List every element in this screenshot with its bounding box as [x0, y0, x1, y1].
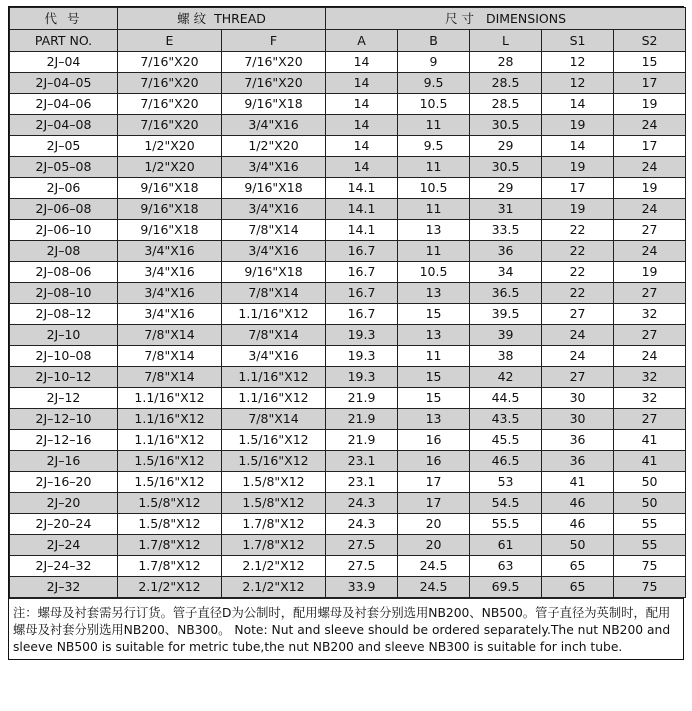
spec-sheet — [8, 6, 684, 660]
dim-s2-cell: 32 — [614, 367, 686, 388]
dim-l-cell: 36 — [470, 241, 542, 262]
dim-a-cell: 27.5 — [326, 535, 398, 556]
table-row — [10, 262, 686, 283]
dim-l-cell: 55.5 — [470, 514, 542, 535]
dim-s1-cell: 12 — [542, 73, 614, 94]
dim-b-cell: 24.5 — [398, 556, 470, 577]
dim-a-cell: 23.1 — [326, 472, 398, 493]
thread-e-cell: 3/4"X16 — [118, 262, 222, 283]
dim-a-cell: 14 — [326, 52, 398, 73]
dim-s1-cell: 36 — [542, 451, 614, 472]
dim-a-cell: 14.1 — [326, 199, 398, 220]
thread-f-cell: 1/2"X20 — [222, 136, 326, 157]
dim-b-cell: 13 — [398, 325, 470, 346]
table-header — [10, 8, 686, 52]
dim-b-cell: 17 — [398, 493, 470, 514]
dim-s2-cell: 75 — [614, 577, 686, 598]
thread-e-cell: 1.1/16"X12 — [118, 388, 222, 409]
dim-b-cell: 24.5 — [398, 577, 470, 598]
thread-f-cell: 1.5/16"X12 — [222, 430, 326, 451]
column-header-f: F — [222, 30, 326, 52]
thread-f-cell: 2.1/2"X12 — [222, 577, 326, 598]
dim-a-cell: 23.1 — [326, 451, 398, 472]
dim-s2-cell: 24 — [614, 115, 686, 136]
thread-header — [118, 8, 326, 30]
dimensions-cn-label: 尺 寸 — [445, 11, 475, 26]
table-row — [10, 388, 686, 409]
dim-a-cell: 21.9 — [326, 409, 398, 430]
dim-a-cell: 14 — [326, 73, 398, 94]
part-no-cell: 2J–08–12 — [10, 304, 118, 325]
dim-b-cell: 20 — [398, 514, 470, 535]
dim-l-cell: 28.5 — [470, 94, 542, 115]
table-row — [10, 535, 686, 556]
dim-s2-cell: 24 — [614, 346, 686, 367]
dim-l-cell: 33.5 — [470, 220, 542, 241]
dim-s1-cell: 14 — [542, 136, 614, 157]
part-no-cell: 2J–08–06 — [10, 262, 118, 283]
table-row — [10, 304, 686, 325]
dim-s2-cell: 17 — [614, 73, 686, 94]
dim-s2-cell: 24 — [614, 241, 686, 262]
dim-s1-cell: 30 — [542, 388, 614, 409]
thread-f-cell: 1.1/16"X12 — [222, 304, 326, 325]
part-no-cell: 2J–10 — [10, 325, 118, 346]
dim-s1-cell: 65 — [542, 556, 614, 577]
dim-l-cell: 28 — [470, 52, 542, 73]
dim-s2-cell: 32 — [614, 304, 686, 325]
thread-e-cell: 7/16"X20 — [118, 94, 222, 115]
dim-s1-cell: 24 — [542, 346, 614, 367]
dim-l-cell: 29 — [470, 136, 542, 157]
thread-f-cell: 1.5/16"X12 — [222, 451, 326, 472]
thread-f-cell: 7/16"X20 — [222, 52, 326, 73]
dim-s2-cell: 41 — [614, 451, 686, 472]
thread-en-label: THREAD — [214, 11, 266, 26]
dim-a-cell: 14.1 — [326, 178, 398, 199]
thread-f-cell: 3/4"X16 — [222, 199, 326, 220]
dim-s1-cell: 14 — [542, 94, 614, 115]
dim-a-cell: 27.5 — [326, 556, 398, 577]
table-row — [10, 325, 686, 346]
column-header-b: B — [398, 30, 470, 52]
part-no-cell: 2J–04–08 — [10, 115, 118, 136]
dim-a-cell: 14.1 — [326, 220, 398, 241]
part-no-cn-header: 代 号 — [10, 8, 118, 30]
dim-a-cell: 16.7 — [326, 304, 398, 325]
dim-s1-cell: 22 — [542, 283, 614, 304]
dim-l-cell: 38 — [470, 346, 542, 367]
dim-l-cell: 31 — [470, 199, 542, 220]
dim-s1-cell: 19 — [542, 157, 614, 178]
dim-b-cell: 9.5 — [398, 136, 470, 157]
note-block — [9, 598, 683, 659]
dim-l-cell: 36.5 — [470, 283, 542, 304]
dim-b-cell: 11 — [398, 199, 470, 220]
dim-s1-cell: 65 — [542, 577, 614, 598]
dim-s2-cell: 32 — [614, 388, 686, 409]
thread-e-cell: 1/2"X20 — [118, 157, 222, 178]
dim-s1-cell: 27 — [542, 367, 614, 388]
table-row — [10, 514, 686, 535]
thread-f-cell: 1.5/8"X12 — [222, 472, 326, 493]
part-no-cell: 2J–16 — [10, 451, 118, 472]
dim-a-cell: 24.3 — [326, 493, 398, 514]
part-no-cell: 2J–12–10 — [10, 409, 118, 430]
dimensions-header — [326, 8, 686, 30]
dim-s1-cell: 24 — [542, 325, 614, 346]
dim-a-cell: 21.9 — [326, 430, 398, 451]
dim-a-cell: 14 — [326, 115, 398, 136]
part-no-cell: 2J–08–10 — [10, 283, 118, 304]
dim-s2-cell: 75 — [614, 556, 686, 577]
thread-f-cell: 3/4"X16 — [222, 157, 326, 178]
dim-b-cell: 11 — [398, 241, 470, 262]
dim-s2-cell: 55 — [614, 535, 686, 556]
dim-l-cell: 44.5 — [470, 388, 542, 409]
thread-f-cell: 1.1/16"X12 — [222, 388, 326, 409]
dim-a-cell: 16.7 — [326, 283, 398, 304]
dim-a-cell: 16.7 — [326, 241, 398, 262]
part-no-cell: 2J–20 — [10, 493, 118, 514]
dim-a-cell: 14 — [326, 94, 398, 115]
thread-f-cell: 9/16"X18 — [222, 178, 326, 199]
dim-l-cell: 30.5 — [470, 115, 542, 136]
dim-b-cell: 15 — [398, 367, 470, 388]
thread-e-cell: 9/16"X18 — [118, 199, 222, 220]
dim-s1-cell: 41 — [542, 472, 614, 493]
part-no-cell: 2J–24–32 — [10, 556, 118, 577]
dim-b-cell: 16 — [398, 430, 470, 451]
dim-b-cell: 20 — [398, 535, 470, 556]
column-header-s1: S1 — [542, 30, 614, 52]
part-no-cell: 2J–05–08 — [10, 157, 118, 178]
table-body — [10, 52, 686, 598]
thread-e-cell: 7/16"X20 — [118, 115, 222, 136]
dim-b-cell: 16 — [398, 451, 470, 472]
dim-b-cell: 11 — [398, 346, 470, 367]
part-no-cell: 2J–16–20 — [10, 472, 118, 493]
dim-s2-cell: 19 — [614, 94, 686, 115]
dim-s1-cell: 30 — [542, 409, 614, 430]
thread-e-cell: 9/16"X18 — [118, 220, 222, 241]
thread-e-cell: 1.1/16"X12 — [118, 430, 222, 451]
thread-e-cell: 1.5/8"X12 — [118, 514, 222, 535]
dim-l-cell: 39 — [470, 325, 542, 346]
table-row — [10, 577, 686, 598]
thread-e-cell: 1/2"X20 — [118, 136, 222, 157]
thread-f-cell: 2.1/2"X12 — [222, 556, 326, 577]
part-no-cell: 2J–04–06 — [10, 94, 118, 115]
dim-s2-cell: 27 — [614, 325, 686, 346]
dim-s1-cell: 27 — [542, 304, 614, 325]
part-no-cell: 2J–08 — [10, 241, 118, 262]
note-english: Note: Nut and sleeve should be ordered separately.The nut NB200 and sleeve NB500 is suitable for metric tube,the nut NB200 and sleeve NB300 is suitable for inch tube. — [13, 623, 671, 654]
dim-s1-cell: 19 — [542, 199, 614, 220]
part-no-cell: 2J–32 — [10, 577, 118, 598]
part-no-cell: 2J–10–12 — [10, 367, 118, 388]
dim-b-cell: 10.5 — [398, 262, 470, 283]
thread-f-cell: 7/8"X14 — [222, 283, 326, 304]
part-no-cell: 2J–12–16 — [10, 430, 118, 451]
part-no-cell: 2J–20–24 — [10, 514, 118, 535]
dim-l-cell: 63 — [470, 556, 542, 577]
table-row — [10, 346, 686, 367]
table-row — [10, 220, 686, 241]
note-chinese: 注：螺母及衬套需另行订货。管子直径D为公制时，配用螺母及衬套分别选用NB200、NB500。管子直径为英制时，配用螺母及衬套分别选用NB200、NB300。 — [13, 606, 671, 637]
thread-e-cell: 1.7/8"X12 — [118, 535, 222, 556]
dim-b-cell: 13 — [398, 283, 470, 304]
dim-l-cell: 54.5 — [470, 493, 542, 514]
thread-f-cell: 7/8"X14 — [222, 220, 326, 241]
column-header-l: L — [470, 30, 542, 52]
dim-l-cell: 42 — [470, 367, 542, 388]
table-row — [10, 73, 686, 94]
dim-s1-cell: 22 — [542, 220, 614, 241]
table-row — [10, 52, 686, 73]
dim-l-cell: 45.5 — [470, 430, 542, 451]
thread-e-cell: 7/8"X14 — [118, 367, 222, 388]
part-no-cell: 2J–04 — [10, 52, 118, 73]
dim-b-cell: 11 — [398, 157, 470, 178]
thread-f-cell: 7/8"X14 — [222, 325, 326, 346]
table-row — [10, 430, 686, 451]
dim-l-cell: 46.5 — [470, 451, 542, 472]
thread-e-cell: 1.7/8"X12 — [118, 556, 222, 577]
column-header-s2: S2 — [614, 30, 686, 52]
thread-e-cell: 7/8"X14 — [118, 346, 222, 367]
dim-a-cell: 24.3 — [326, 514, 398, 535]
thread-e-cell: 2.1/2"X12 — [118, 577, 222, 598]
thread-e-cell: 7/16"X20 — [118, 52, 222, 73]
thread-f-cell: 3/4"X16 — [222, 115, 326, 136]
dim-b-cell: 15 — [398, 388, 470, 409]
table-row — [10, 136, 686, 157]
dim-s1-cell: 46 — [542, 493, 614, 514]
thread-e-cell: 1.5/16"X12 — [118, 451, 222, 472]
thread-cn-label: 螺 纹 — [177, 11, 207, 26]
thread-e-cell: 1.1/16"X12 — [118, 409, 222, 430]
dim-b-cell: 9 — [398, 52, 470, 73]
part-no-cell: 2J–05 — [10, 136, 118, 157]
dim-s2-cell: 17 — [614, 136, 686, 157]
thread-f-cell: 7/8"X14 — [222, 409, 326, 430]
dim-s2-cell: 19 — [614, 262, 686, 283]
part-no-cell: 2J–24 — [10, 535, 118, 556]
dim-s2-cell: 27 — [614, 220, 686, 241]
thread-e-cell: 1.5/8"X12 — [118, 493, 222, 514]
dim-s2-cell: 41 — [614, 430, 686, 451]
part-no-en-header: PART NO. — [10, 30, 118, 52]
thread-e-cell: 9/16"X18 — [118, 178, 222, 199]
dim-s2-cell: 50 — [614, 472, 686, 493]
dim-l-cell: 53 — [470, 472, 542, 493]
dim-s2-cell: 24 — [614, 199, 686, 220]
part-no-cell: 2J–10–08 — [10, 346, 118, 367]
dimensions-en-label: DIMENSIONS — [485, 11, 567, 26]
thread-f-cell: 3/4"X16 — [222, 241, 326, 262]
table-row — [10, 283, 686, 304]
table-row — [10, 241, 686, 262]
dim-s1-cell: 22 — [542, 262, 614, 283]
thread-f-cell: 9/16"X18 — [222, 262, 326, 283]
thread-e-cell: 3/4"X16 — [118, 304, 222, 325]
dim-b-cell: 13 — [398, 220, 470, 241]
dim-l-cell: 30.5 — [470, 157, 542, 178]
dim-s2-cell: 55 — [614, 514, 686, 535]
dim-b-cell: 9.5 — [398, 73, 470, 94]
column-header-a: A — [326, 30, 398, 52]
dim-l-cell: 29 — [470, 178, 542, 199]
table-row — [10, 409, 686, 430]
column-header-e: E — [118, 30, 222, 52]
part-no-cell: 2J–06–10 — [10, 220, 118, 241]
dim-a-cell: 19.3 — [326, 367, 398, 388]
dim-a-cell: 16.7 — [326, 262, 398, 283]
table-row — [10, 115, 686, 136]
dim-b-cell: 10.5 — [398, 94, 470, 115]
dim-l-cell: 69.5 — [470, 577, 542, 598]
dim-a-cell: 19.3 — [326, 346, 398, 367]
dim-a-cell: 14 — [326, 136, 398, 157]
dim-l-cell: 34 — [470, 262, 542, 283]
table-row — [10, 367, 686, 388]
dim-b-cell: 10.5 — [398, 178, 470, 199]
thread-f-cell: 1.1/16"X12 — [222, 367, 326, 388]
thread-f-cell: 3/4"X16 — [222, 346, 326, 367]
dimension-table — [9, 7, 686, 598]
thread-e-cell: 1.5/16"X12 — [118, 472, 222, 493]
thread-f-cell: 1.7/8"X12 — [222, 514, 326, 535]
thread-f-cell: 9/16"X18 — [222, 94, 326, 115]
table-row — [10, 493, 686, 514]
dim-s1-cell: 46 — [542, 514, 614, 535]
table-row — [10, 199, 686, 220]
table-row — [10, 556, 686, 577]
dim-s2-cell: 19 — [614, 178, 686, 199]
part-no-cell: 2J–12 — [10, 388, 118, 409]
dim-s2-cell: 27 — [614, 409, 686, 430]
thread-e-cell: 7/16"X20 — [118, 73, 222, 94]
dim-a-cell: 33.9 — [326, 577, 398, 598]
table-row — [10, 94, 686, 115]
dim-s2-cell: 27 — [614, 283, 686, 304]
dim-b-cell: 17 — [398, 472, 470, 493]
part-no-cell: 2J–06 — [10, 178, 118, 199]
dim-s2-cell: 50 — [614, 493, 686, 514]
dim-l-cell: 61 — [470, 535, 542, 556]
dim-b-cell: 11 — [398, 115, 470, 136]
part-no-cell: 2J–04–05 — [10, 73, 118, 94]
dim-b-cell: 15 — [398, 304, 470, 325]
dim-l-cell: 28.5 — [470, 73, 542, 94]
table-row — [10, 472, 686, 493]
dim-l-cell: 43.5 — [470, 409, 542, 430]
dim-s1-cell: 22 — [542, 241, 614, 262]
dim-s2-cell: 24 — [614, 157, 686, 178]
dim-s1-cell: 19 — [542, 115, 614, 136]
dim-s1-cell: 17 — [542, 178, 614, 199]
table-row — [10, 178, 686, 199]
dim-a-cell: 19.3 — [326, 325, 398, 346]
dim-s1-cell: 50 — [542, 535, 614, 556]
dim-l-cell: 39.5 — [470, 304, 542, 325]
table-row — [10, 157, 686, 178]
table-row — [10, 451, 686, 472]
dim-a-cell: 21.9 — [326, 388, 398, 409]
dim-s1-cell: 12 — [542, 52, 614, 73]
thread-f-cell: 1.7/8"X12 — [222, 535, 326, 556]
thread-e-cell: 3/4"X16 — [118, 241, 222, 262]
dim-b-cell: 13 — [398, 409, 470, 430]
thread-e-cell: 3/4"X16 — [118, 283, 222, 304]
part-no-cell: 2J–06–08 — [10, 199, 118, 220]
dim-s1-cell: 36 — [542, 430, 614, 451]
dim-a-cell: 14 — [326, 157, 398, 178]
thread-f-cell: 1.5/8"X12 — [222, 493, 326, 514]
dim-s2-cell: 15 — [614, 52, 686, 73]
thread-e-cell: 7/8"X14 — [118, 325, 222, 346]
thread-f-cell: 7/16"X20 — [222, 73, 326, 94]
